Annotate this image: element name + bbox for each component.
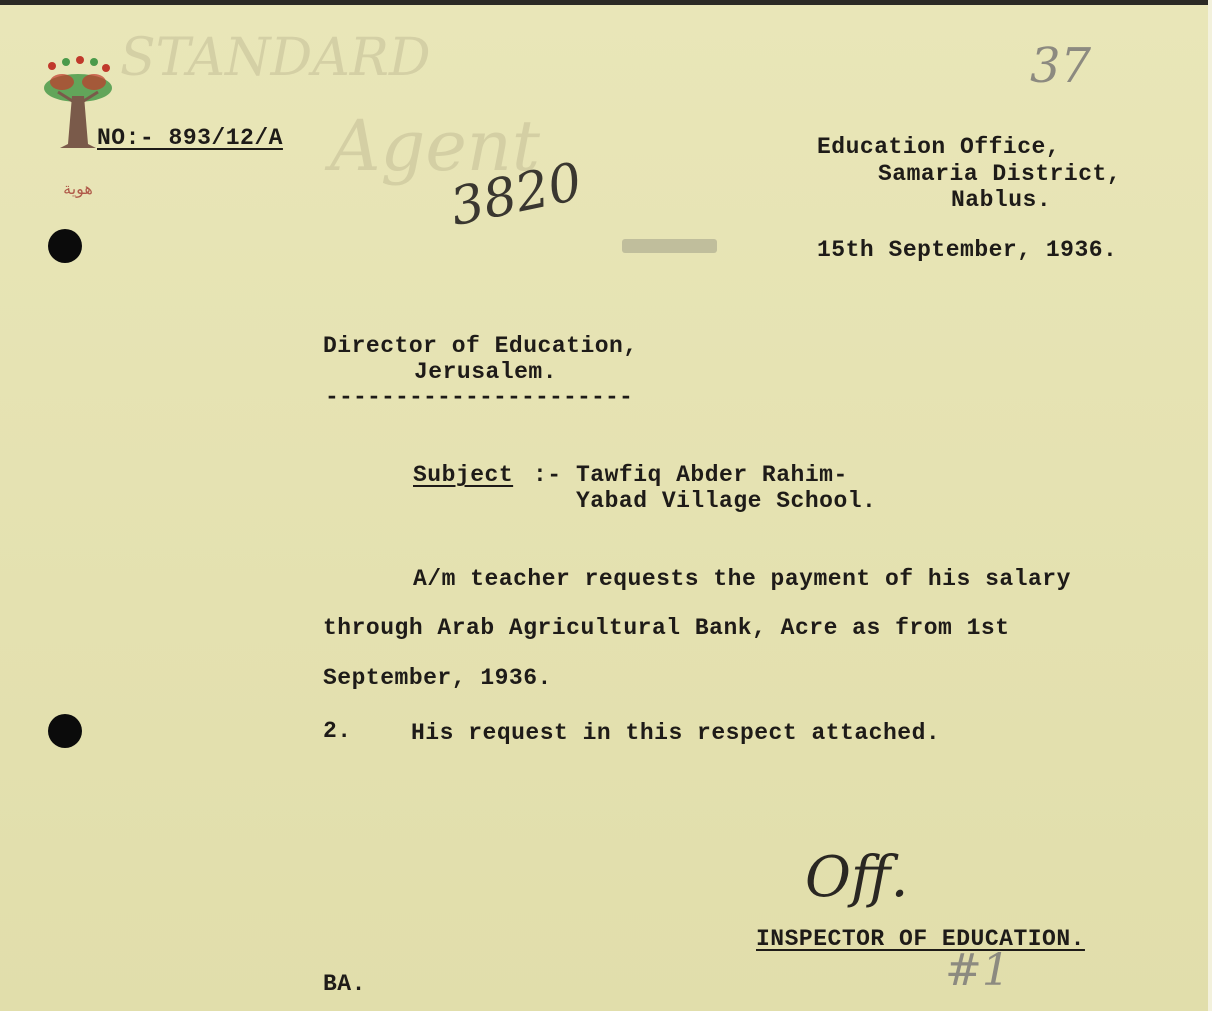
typist-initials: BA.	[323, 971, 366, 997]
body-para2-number: 2.	[323, 718, 352, 744]
subject-line-2: Yabad Village School.	[576, 488, 877, 514]
smudge-mark	[622, 239, 717, 253]
subject-line-1: Tawfiq Abder Rahim-	[576, 462, 848, 488]
punch-hole-bottom	[48, 714, 82, 748]
office-line-1: Education Office,	[817, 134, 1061, 160]
file-mark-handwritten: 3820	[445, 151, 588, 239]
bottom-mark-handwritten: #1	[945, 945, 1010, 996]
signatory-title: INSPECTOR OF EDUCATION.	[756, 926, 1085, 952]
office-line-3: Nablus.	[951, 187, 1052, 213]
scan-right-edge	[1208, 0, 1212, 1011]
office-line-2: Samaria District,	[878, 161, 1122, 187]
show-through-mark: STANDARD	[120, 28, 431, 88]
subject-label: Subject	[413, 462, 514, 488]
letter-date: 15th September, 1936.	[817, 237, 1118, 263]
body-para1-line2: through Arab Agricultural Bank, Acre as from 1st	[323, 615, 1010, 641]
addressee-line-2: Jerusalem.	[414, 359, 558, 385]
subject-separator: :-	[533, 462, 562, 488]
body-para2-text: His request in this respect attached.	[411, 720, 941, 746]
show-through-mark: Agent	[330, 105, 540, 187]
archive-logo-caption: هوية	[63, 179, 93, 198]
addressee-line-1: Director of Education,	[323, 333, 638, 359]
body-para1-line3: September, 1936.	[323, 665, 552, 691]
body-para1-line1: A/m teacher requests the payment of his salary	[413, 566, 1071, 592]
page-number-handwritten: 37	[1030, 38, 1092, 94]
scan-top-edge	[0, 0, 1212, 5]
signature-handwritten: Off.	[805, 845, 909, 910]
reference-number: NO:- 893/12/A	[97, 125, 283, 151]
punch-hole-top	[48, 229, 82, 263]
addressee-rule: ----------------------	[325, 384, 634, 410]
